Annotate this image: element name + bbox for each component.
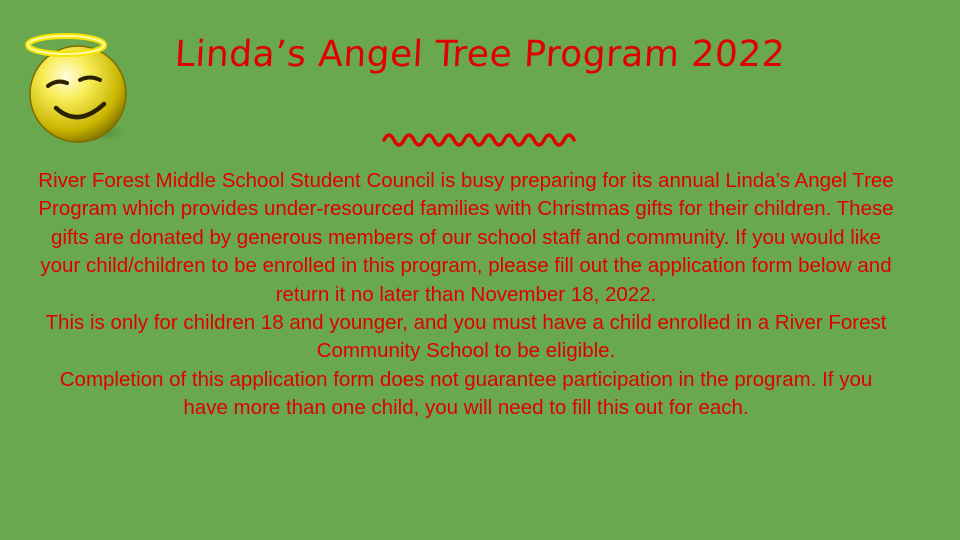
- angel-smiley-icon: [20, 28, 140, 148]
- divider-squiggle: [380, 124, 580, 152]
- body-text: [36, 167, 896, 423]
- page-title: Linda’s Angel Tree Program 2022: [173, 34, 787, 75]
- paragraph-disclaimer: Completion of this application form does not guarantee participation in the program. If you have more than one child, you will need to fill this out for each.: [59, 367, 873, 420]
- paragraph-eligibility: This is only for children 18 and younger, and you must have a child enrolled in a River Forest Community School to be eligible.: [45, 311, 887, 363]
- paragraph-intro: River Forest Middle School Student Council is busy preparing for its annual Linda’s Angel Tree Program which provides under-resourced families with Christmas gifts for their children. These gifts are donated by generous members of our school staff and community. If you would like your child/children to be enrolled in this program, please fill out the application form below and return it no later than November 18, 2022.: [38, 169, 894, 306]
